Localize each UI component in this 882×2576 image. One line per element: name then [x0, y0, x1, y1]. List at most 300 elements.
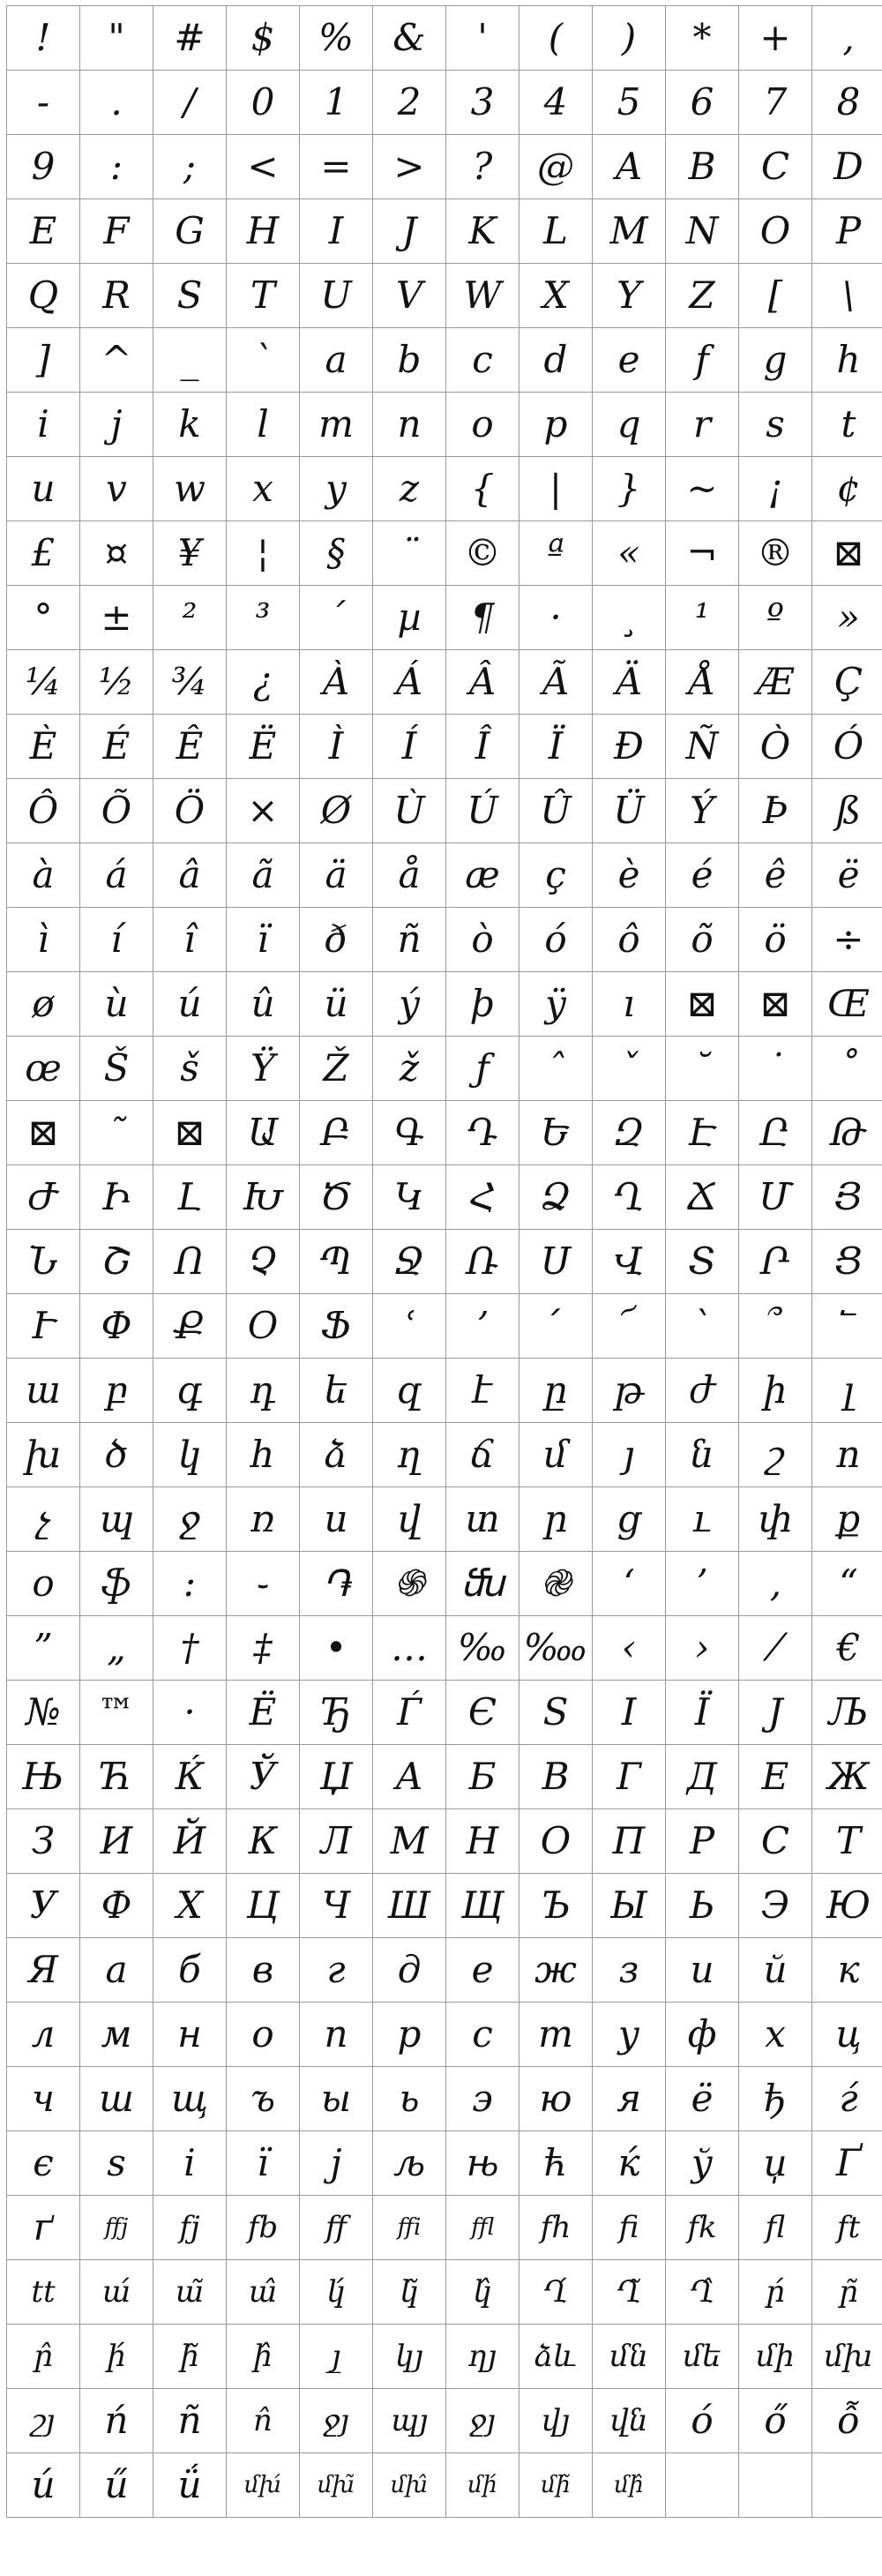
glyph-cell: ˘ — [666, 1037, 739, 1101]
glyph-row — [7, 457, 882, 521]
glyph-cell: Ը — [739, 1101, 812, 1165]
glyph-cell: º — [739, 586, 812, 650]
glyph-cell: ä — [300, 843, 373, 908]
glyph-cell: / — [153, 71, 227, 135]
glyph-cell: Ë — [227, 715, 300, 779]
glyph-row — [7, 2389, 882, 2453]
glyph-cell: E — [7, 199, 80, 264]
glyph-cell: ó — [666, 2389, 739, 2453]
glyph-cell: 7 — [739, 71, 812, 135]
glyph-cell: É — [80, 715, 153, 779]
glyph-cell: դ — [227, 1359, 300, 1423]
glyph-cell: Í — [373, 715, 446, 779]
glyph-cell: j — [80, 393, 153, 457]
empty-cell — [666, 2453, 739, 2518]
glyph-cell: վյ — [519, 2389, 593, 2453]
glyph-cell: Ã — [519, 650, 593, 715]
glyph-cell: е — [446, 1938, 519, 2003]
glyph-cell: Ւ — [7, 1294, 80, 1359]
glyph-cell: Ո — [153, 1230, 227, 1294]
glyph-cell: u — [7, 457, 80, 521]
glyph-cell: К — [227, 1809, 300, 1874]
glyph-cell: ff — [300, 2196, 373, 2260]
glyph-cell: մխ — [812, 2325, 882, 2389]
glyph-cell: У — [7, 1874, 80, 1938]
glyph-row — [7, 264, 882, 328]
glyph-cell: Ծ — [300, 1165, 373, 1230]
glyph-cell: я — [593, 2067, 666, 2131]
glyph-cell: З — [7, 1809, 80, 1874]
glyph-cell: Ъ — [519, 1874, 593, 1938]
glyph-cell: ‚ — [739, 1552, 812, 1616]
glyph-cell: : — [80, 135, 153, 199]
glyph-cell: ж — [519, 1938, 593, 2003]
glyph-cell: fl — [739, 2196, 812, 2260]
glyph-row — [7, 1681, 882, 1745]
glyph-cell: ՜ — [593, 1294, 666, 1359]
glyph-cell: Ֆ — [300, 1294, 373, 1359]
glyph-cell: ÷ — [812, 908, 882, 972]
glyph-cell: Դ — [446, 1101, 519, 1165]
glyph-cell: 5 — [593, 71, 666, 135]
glyph-cell: ռ — [227, 1487, 300, 1552]
glyph-cell: ¼ — [7, 650, 80, 715]
glyph-cell: ш — [80, 2067, 153, 2131]
glyph-row — [7, 586, 882, 650]
glyph-cell: Щ — [446, 1874, 519, 1938]
glyph-cell: Ք — [153, 1294, 227, 1359]
glyph-cell: Ё — [227, 1681, 300, 1745]
glyph-cell: Հ — [446, 1165, 519, 1230]
glyph-cell: ; — [153, 135, 227, 199]
glyph-cell: ո — [812, 1423, 882, 1487]
glyph-cell: Д — [666, 1745, 739, 1809]
glyph-cell: Յ — [812, 1165, 882, 1230]
glyph-cell: օ — [7, 1552, 80, 1616]
glyph-cell: з — [593, 1938, 666, 2003]
glyph-cell: Ѓ — [373, 1681, 446, 1745]
glyph-cell: Å — [666, 650, 739, 715]
glyph-cell: ® — [739, 521, 812, 586]
glyph-cell: ք — [812, 1487, 882, 1552]
glyph-cell: ղյ — [446, 2325, 519, 2389]
glyph-cell: ¥ — [153, 521, 227, 586]
glyph-cell: Н — [446, 1809, 519, 1874]
glyph-cell: ± — [80, 586, 153, 650]
glyph-cell: ։ — [153, 1552, 227, 1616]
glyph-cell: tt — [7, 2260, 80, 2325]
glyph-cell: k — [153, 393, 227, 457]
glyph-cell: ƒ — [446, 1037, 519, 1101]
glyph-cell: Ї — [666, 1681, 739, 1745]
glyph-cell: մի — [739, 2325, 812, 2389]
glyph-cell: † — [153, 1616, 227, 1681]
glyph-cell: . — [80, 71, 153, 135]
glyph-cell: 0 — [227, 71, 300, 135]
glyph-cell: Ф — [80, 1874, 153, 1938]
glyph-cell: ⊠ — [7, 1101, 80, 1165]
glyph-cell: ֍ — [373, 1552, 446, 1616]
glyph-cell: կյ — [373, 2325, 446, 2389]
glyph-cell: Е — [739, 1745, 812, 1809]
glyph-cell: \ — [812, 264, 882, 328]
glyph-cell: Ж — [812, 1745, 882, 1809]
glyph-cell: - — [7, 71, 80, 135]
glyph-cell: ò — [446, 908, 519, 972]
glyph-cell: Š — [80, 1037, 153, 1101]
glyph-cell: ñ — [373, 908, 446, 972]
glyph-cell: р — [373, 2003, 446, 2067]
glyph-cell: ю — [519, 2067, 593, 2131]
glyph-cell: Ե — [519, 1101, 593, 1165]
glyph-cell: € — [812, 1616, 882, 1681]
glyph-cell: Ґ — [812, 2131, 882, 2196]
glyph-cell: Գ — [373, 1101, 446, 1165]
glyph-cell: Ó — [812, 715, 882, 779]
glyph-cell: ј — [300, 2131, 373, 2196]
glyph-cell: $ — [227, 6, 300, 71]
glyph-cell: Թ — [812, 1101, 882, 1165]
glyph-cell: « — [593, 521, 666, 586]
glyph-cell: շյ — [7, 2389, 80, 2453]
glyph-cell: Պ — [300, 1230, 373, 1294]
glyph-row — [7, 1423, 882, 1487]
glyph-cell: О — [519, 1809, 593, 1874]
glyph-cell: • — [300, 1616, 373, 1681]
glyph-row — [7, 779, 882, 843]
glyph-cell: ç — [519, 843, 593, 908]
glyph-cell: ё — [666, 2067, 739, 2131]
glyph-cell: ի́ — [80, 2325, 153, 2389]
glyph-cell: Չ — [227, 1230, 300, 1294]
glyph-cell: o — [446, 393, 519, 457]
glyph-row — [7, 2131, 882, 2196]
glyph-cell: fh — [519, 2196, 593, 2260]
glyph-cell: Ý — [666, 779, 739, 843]
glyph-cell: Ц — [227, 1874, 300, 1938]
glyph-cell: Խ — [227, 1165, 300, 1230]
glyph-cell: Ճ — [666, 1165, 739, 1230]
glyph-cell: n — [373, 393, 446, 457]
glyph-cell: 3 — [446, 71, 519, 135]
glyph-cell: > — [373, 135, 446, 199]
glyph-cell: պյ — [373, 2389, 446, 2453]
glyph-cell: © — [446, 521, 519, 586]
glyph-row — [7, 1294, 882, 1359]
glyph-grid — [6, 5, 882, 2518]
glyph-cell: 2 — [373, 71, 446, 135]
glyph-cell: շ — [739, 1423, 812, 1487]
glyph-cell: ó — [519, 908, 593, 972]
glyph-cell: e — [593, 328, 666, 393]
glyph-cell: ¶ — [446, 586, 519, 650]
glyph-cell: մխ̂ — [373, 2453, 446, 2518]
glyph-cell: ֊ — [227, 1552, 300, 1616]
glyph-cell: ⊠ — [812, 521, 882, 586]
glyph-cell: ö — [739, 908, 812, 972]
glyph-cell: ¦ — [227, 521, 300, 586]
glyph-cell: Ь — [666, 1874, 739, 1938]
glyph-row — [7, 908, 882, 972]
glyph-cell: Ž — [300, 1037, 373, 1101]
glyph-cell: Л — [300, 1809, 373, 1874]
glyph-cell: ⊠ — [739, 972, 812, 1037]
glyph-cell: 6 — [666, 71, 739, 135]
glyph-cell: ՝ — [666, 1294, 739, 1359]
glyph-cell: · — [519, 586, 593, 650]
glyph-cell: z — [373, 457, 446, 521]
glyph-cell: х — [739, 2003, 812, 2067]
glyph-cell: № — [7, 1681, 80, 1745]
glyph-cell: Õ — [80, 779, 153, 843]
glyph-cell: < — [227, 135, 300, 199]
glyph-cell: ս — [300, 1487, 373, 1552]
glyph-cell: 1 — [300, 71, 373, 135]
glyph-cell: Є — [446, 1681, 519, 1745]
glyph-cell: ( — [519, 6, 593, 71]
glyph-cell: ¨ — [373, 521, 446, 586]
glyph-cell: ì — [7, 908, 80, 972]
glyph-cell: Բ — [300, 1101, 373, 1165]
glyph-cell: t — [812, 393, 882, 457]
glyph-cell: ի — [739, 1359, 812, 1423]
glyph-cell: ՟ — [812, 1294, 882, 1359]
glyph-cell: ffi — [373, 2196, 446, 2260]
glyph-cell: ' — [446, 6, 519, 71]
glyph-cell: þ — [446, 972, 519, 1037]
glyph-row — [7, 1809, 882, 1874]
glyph-cell: Ÿ — [227, 1037, 300, 1101]
glyph-cell: ~ — [666, 457, 739, 521]
glyph-cell: Ð — [593, 715, 666, 779]
glyph-cell: њ — [446, 2131, 519, 2196]
glyph-cell: ï — [227, 908, 300, 972]
glyph-cell: ֆ — [80, 1552, 153, 1616]
glyph-row — [7, 843, 882, 908]
glyph-cell: ь — [373, 2067, 446, 2131]
glyph-cell: Њ — [7, 1745, 80, 1809]
glyph-cell: î — [153, 908, 227, 972]
glyph-cell: A — [593, 135, 666, 199]
glyph-cell: ³ — [227, 586, 300, 650]
glyph-cell: ü — [300, 972, 373, 1037]
glyph-cell: Ђ — [300, 1681, 373, 1745]
glyph-cell: ѕ — [80, 2131, 153, 2196]
glyph-cell: ! — [7, 6, 80, 71]
glyph-cell: խ — [7, 1423, 80, 1487]
glyph-row — [7, 715, 882, 779]
glyph-cell: ỗ — [812, 2389, 882, 2453]
glyph-cell: Ö — [153, 779, 227, 843]
glyph-cell: կ — [153, 1423, 227, 1487]
glyph-cell: Р — [666, 1809, 739, 1874]
glyph-cell: Ձ — [519, 1165, 593, 1230]
glyph-row — [7, 2067, 882, 2131]
glyph-cell: ¢ — [812, 457, 882, 521]
glyph-cell: f — [666, 328, 739, 393]
glyph-cell: Կ — [373, 1165, 446, 1230]
glyph-cell: о — [227, 2003, 300, 2067]
glyph-cell: å — [373, 843, 446, 908]
glyph-cell: Ç — [812, 650, 882, 715]
glyph-cell: Ћ — [80, 1745, 153, 1809]
glyph-cell: ¸ — [593, 586, 666, 650]
glyph-sheet — [6, 5, 882, 2518]
glyph-cell: C — [739, 135, 812, 199]
glyph-cell: | — [519, 457, 593, 521]
glyph-cell: ֎ — [519, 1552, 593, 1616]
glyph-cell: ‱ — [519, 1616, 593, 1681]
glyph-cell: Շ — [80, 1230, 153, 1294]
glyph-cell: Ղ̃ — [593, 2260, 666, 2325]
glyph-cell: , — [812, 6, 882, 71]
glyph-row — [7, 1616, 882, 1681]
glyph-row — [7, 6, 882, 71]
glyph-cell: » — [812, 586, 882, 650]
glyph-cell: ⊠ — [666, 972, 739, 1037]
glyph-cell: Ò — [739, 715, 812, 779]
glyph-row — [7, 1230, 882, 1294]
glyph-cell: Ä — [593, 650, 666, 715]
glyph-cell: մի̃ — [519, 2453, 593, 2518]
glyph-cell: գ — [153, 1359, 227, 1423]
glyph-cell: Ј — [739, 1681, 812, 1745]
glyph-row — [7, 2260, 882, 2325]
glyph-cell: Э — [739, 1874, 812, 1938]
glyph-cell: й — [739, 1938, 812, 2003]
glyph-cell: ր̂ — [7, 2325, 80, 2389]
glyph-cell: Œ — [812, 972, 882, 1037]
glyph-cell: ű — [80, 2453, 153, 2518]
glyph-cell: „ — [80, 1616, 153, 1681]
glyph-cell: Г — [593, 1745, 666, 1809]
glyph-cell: Ղ — [593, 1165, 666, 1230]
glyph-cell: ˚ — [812, 1037, 882, 1101]
glyph-cell: l — [227, 393, 300, 457]
glyph-cell: Â — [446, 650, 519, 715]
glyph-cell: ú — [7, 2453, 80, 2518]
glyph-cell: ծ — [80, 1423, 153, 1487]
glyph-cell: Ќ — [153, 1745, 227, 1809]
glyph-cell: â — [153, 843, 227, 908]
glyph-cell: ffj — [80, 2196, 153, 2260]
glyph-cell: ž — [373, 1037, 446, 1101]
glyph-cell: Օ — [227, 1294, 300, 1359]
glyph-row — [7, 1037, 882, 1101]
glyph-cell: ћ — [519, 2131, 593, 2196]
glyph-row — [7, 650, 882, 715]
glyph-cell: մի́ — [446, 2453, 519, 2518]
glyph-cell: Մ — [739, 1165, 812, 1230]
glyph-cell: Փ — [80, 1294, 153, 1359]
glyph-cell: d — [519, 328, 593, 393]
glyph-cell: v — [80, 457, 153, 521]
glyph-cell: Զ — [593, 1101, 666, 1165]
glyph-cell: ձ — [300, 1423, 373, 1487]
glyph-cell: ե — [300, 1359, 373, 1423]
glyph-cell: Ш — [373, 1874, 446, 1938]
glyph-cell: ի̃ — [153, 2325, 227, 2389]
glyph-cell: H — [227, 199, 300, 264]
glyph-cell: è — [593, 843, 666, 908]
glyph-cell: 8 — [812, 71, 882, 135]
glyph-cell: Ս — [519, 1230, 593, 1294]
glyph-cell: ¹ — [666, 586, 739, 650]
glyph-cell: թ — [593, 1359, 666, 1423]
glyph-cell: ѓ — [812, 2067, 882, 2131]
glyph-cell: ՞ — [739, 1294, 812, 1359]
glyph-cell: ⁄ — [739, 1616, 812, 1681]
glyph-row — [7, 2453, 882, 2518]
glyph-cell: է — [446, 1359, 519, 1423]
glyph-cell: … — [373, 1616, 446, 1681]
glyph-cell: ՙ — [373, 1294, 446, 1359]
glyph-cell: վ — [373, 1487, 446, 1552]
glyph-cell: Ы — [593, 1874, 666, 1938]
glyph-cell: Ѕ — [519, 1681, 593, 1745]
glyph-cell: ˙ — [739, 1037, 812, 1101]
glyph-cell: т — [519, 2003, 593, 2067]
glyph-cell: ^ — [80, 328, 153, 393]
glyph-cell: մխ̃ — [300, 2453, 373, 2518]
glyph-cell: Ց — [812, 1230, 882, 1294]
glyph-cell: w — [153, 457, 227, 521]
glyph-cell: ր̃ — [812, 2260, 882, 2325]
glyph-cell: ù — [80, 972, 153, 1037]
glyph-cell: 9 — [7, 135, 80, 199]
glyph-cell: є — [7, 2131, 80, 2196]
glyph-cell: Տ — [666, 1230, 739, 1294]
glyph-cell: · — [153, 1681, 227, 1745]
glyph-row — [7, 2325, 882, 2389]
glyph-cell: a — [300, 328, 373, 393]
glyph-cell: ˜ — [80, 1101, 153, 1165]
glyph-cell: փ — [739, 1487, 812, 1552]
glyph-cell: S — [153, 264, 227, 328]
glyph-cell: ” — [7, 1616, 80, 1681]
glyph-cell: § — [300, 521, 373, 586]
glyph-cell: ի̂ — [227, 2325, 300, 2389]
glyph-cell: P — [812, 199, 882, 264]
glyph-cell: õ — [666, 908, 739, 972]
glyph-cell: Ժ — [7, 1165, 80, 1230]
glyph-row — [7, 328, 882, 393]
glyph-cell: ֏ — [300, 1552, 373, 1616]
glyph-cell: չ — [7, 1487, 80, 1552]
glyph-cell: ˆ — [519, 1037, 593, 1101]
glyph-cell: մն — [593, 2325, 666, 2389]
glyph-cell: M — [593, 199, 666, 264]
glyph-cell: Z — [666, 264, 739, 328]
glyph-cell: £ — [7, 521, 80, 586]
glyph-cell: ժ — [666, 1359, 739, 1423]
glyph-cell: џ — [739, 2131, 812, 2196]
glyph-cell: В — [519, 1745, 593, 1809]
glyph-cell: ¤ — [80, 521, 153, 586]
glyph-cell: ў — [666, 2131, 739, 2196]
glyph-cell: ց — [593, 1487, 666, 1552]
glyph-cell: і — [153, 2131, 227, 2196]
glyph-cell: " — [80, 6, 153, 71]
glyph-cell: С — [739, 1809, 812, 1874]
glyph-cell: “ — [812, 1552, 882, 1616]
glyph-cell: [ — [739, 264, 812, 328]
glyph-cell: բ — [80, 1359, 153, 1423]
glyph-cell: ë — [812, 843, 882, 908]
glyph-cell: û — [227, 972, 300, 1037]
glyph-cell: V — [373, 264, 446, 328]
glyph-cell: լ — [812, 1359, 882, 1423]
